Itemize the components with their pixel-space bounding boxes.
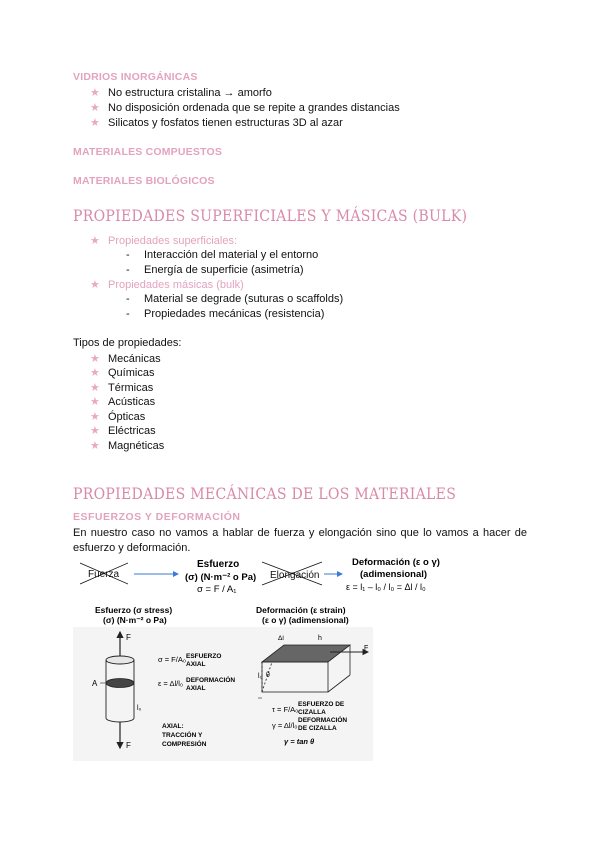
title-propiedades: PROPIEDADES SUPERFICIALES Y MÁSICAS (BULK) (73, 206, 468, 225)
elongacion-crossed (262, 562, 322, 585)
svg-text:σ = F / A₁: σ = F / A₁ (197, 584, 237, 595)
svg-text:ESFUERZO DE: ESFUERZO DE (298, 701, 345, 708)
svg-text:DE CIZALLA: DE CIZALLA (298, 725, 337, 732)
svg-text:h: h (318, 635, 322, 642)
document-page: VIDRIOS INORGÁNICAS ★ No estructura cristalina → amorfo ★ No disposición ordenada que se repite a grandes distancias ★ Silicatos y fosfatos tienen estructuras 3D al azar MATERIALES COMPUESTOS MATERIALES BIOLÓGICOS PROPIEDADES SUPERFICIALES Y MÁSICAS (BULK) ★ Propiedades superficiales: - Interacción del material y el entorno - Energía de superficie (asimetría) ★ Propiedades másicas (bulk) - Material se degrade (suturas o scaffolds) - Propiedades mecánicas (resistencia) Tipos de propiedades: ★ Mecánicas ★ Químicas ★ Térmicas ★ Acústicas ★ Ópticas ★ Eléctricas ★ Magnéticas PROPIEDADES MECÁNICAS DE LOS MATERIALES ESFUERZOS Y DEFORMACIÓN En nuestro caso no vamos a hablar de fuerza y elongación sino que lo vamos a hacer de esfuerzo y deformación. Fuerza Esfuerzo (σ) (N·m⁻² o Pa) σ = F / A₁ Elongación Deformación (ε o γ) (adimensional) ε = l₁ – l₀ / l₀ = Δl / l₀ Esfuerzo (σ stress) (σ) (N·m⁻² o Pa) Deformación (ε strain) (ε o γ) (adimensional) F A l₀ F σ = F/A₀ ESFUERZO AXIAL ε = Δl/l₀ DEFORMACIÓN AXIAL AXIAL: TRACCIÓN Y COMPRESIÓN θ l₀ Δl h F τ = F/A₀ ESFUERZO DE CIZALLA γ = Δl/l₀ DEFORMACIÓN DE CIZALLA γ = tan θ (0, 0, 600, 848)
svg-text:AXIAL:: AXIAL: (162, 723, 184, 730)
star-bullet-icon: ★ (90, 117, 100, 129)
svg-text:COMPRESIÓN: COMPRESIÓN (162, 741, 207, 748)
star-bullet-icon: ★ (90, 382, 100, 394)
svg-text:l₀: l₀ (258, 673, 263, 680)
star-bullet-icon: ★ (90, 279, 100, 291)
deformacion-box (346, 557, 440, 592)
fig-right-title: Deformación (ε strain) (256, 605, 346, 615)
star-bullet-icon: ★ (90, 440, 100, 452)
svg-text:ε = l₁ – l₀ / l₀ = Δl / l₀: ε = l₁ – l₀ / l₀ = Δl / l₀ (346, 582, 426, 592)
heading-vidrios: VIDRIOS INORGÁNICAS (73, 71, 198, 83)
svg-text:A: A (92, 679, 98, 688)
svg-text:Elongación: Elongación (270, 570, 320, 581)
svg-text:DEFORMACIÓN: DEFORMACIÓN (186, 677, 236, 684)
star-bullet-icon: ★ (90, 353, 100, 365)
star-bullet-icon: ★ (90, 425, 100, 437)
star-bullet-icon: ★ (90, 102, 100, 114)
svg-text:F: F (364, 645, 369, 652)
svg-text:Esfuerzo: Esfuerzo (197, 559, 240, 570)
svg-text:σ = F/A₀: σ = F/A₀ (158, 655, 186, 664)
esfuerzo-box (185, 559, 256, 595)
title-mecanicas: PROPIEDADES MECÁNICAS DE LOS MATERIALES (73, 484, 457, 503)
star-bullet-icon: ★ (90, 235, 100, 247)
tipos-label: Tipos de propiedades: (73, 337, 182, 349)
fig-left-units: (σ) (N·m⁻² o Pa) (103, 615, 167, 625)
svg-text:ESFUERZO: ESFUERZO (186, 653, 222, 660)
star-bullet-icon: ★ (90, 367, 100, 379)
fig-right-units: (ε o γ) (adimensional) (262, 615, 349, 625)
star-bullet-icon: ★ (90, 411, 100, 423)
svg-text:AXIAL: AXIAL (186, 661, 206, 668)
svg-text:TRACCIÓN Y: TRACCIÓN Y (162, 732, 203, 739)
svg-text:AXIAL: AXIAL (186, 685, 206, 692)
paragraph: En nuestro caso no vamos a hablar de fuerza y elongación sino que lo vamos a hacer de esfuerzo y deformación. (73, 527, 527, 554)
star-bullet-icon: ★ (90, 87, 100, 99)
svg-text:ε = Δl/l₀: ε = Δl/l₀ (158, 679, 184, 688)
svg-text:θ: θ (266, 672, 270, 679)
svg-text:(σ) (N·m⁻² o Pa): (σ) (N·m⁻² o Pa) (185, 572, 257, 583)
svg-text:l₀: l₀ (137, 705, 142, 712)
subheading-esfuerzos: ESFUERZOS Y DEFORMACIÓN (73, 511, 241, 523)
svg-text:γ = tan θ: γ = tan θ (284, 737, 315, 746)
svg-text:F: F (126, 633, 131, 642)
svg-text:Δl: Δl (278, 635, 284, 642)
heading-biologicos: MATERIALES BIOLÓGICOS (73, 175, 215, 187)
svg-text:(adimensional): (adimensional) (360, 569, 428, 580)
svg-text:F: F (126, 741, 131, 750)
heading-compuestos: MATERIALES COMPUESTOS (73, 146, 223, 158)
fuerza-crossed (80, 563, 128, 584)
svg-text:Fuerza: Fuerza (88, 569, 120, 580)
svg-text:DEFORMACIÓN: DEFORMACIÓN (298, 717, 348, 724)
svg-text:CIZALLA: CIZALLA (298, 709, 326, 716)
svg-text:Deformación (ε o γ): Deformación (ε o γ) (352, 557, 440, 568)
fig-left-title: Esfuerzo (σ stress) (95, 605, 173, 615)
star-bullet-icon: ★ (90, 396, 100, 408)
svg-text:γ = Δl/l₀: γ = Δl/l₀ (272, 721, 298, 730)
svg-text:τ = F/A₀: τ = F/A₀ (272, 705, 299, 714)
